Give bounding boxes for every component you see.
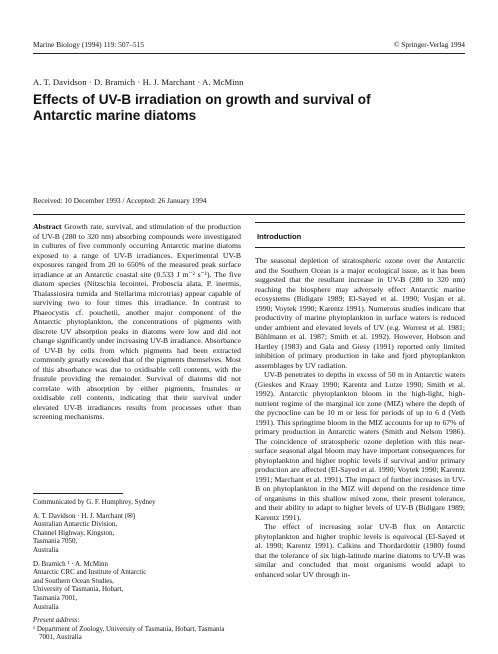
- present-address: [33, 616, 241, 642]
- address-line: Australia: [33, 545, 59, 554]
- address-line: Australia: [33, 602, 59, 611]
- present-address-text: ¹ Department of Zoology, University of Tasmania, Hobart, Tasmania 7001, Australia: [33, 624, 225, 642]
- section-divider: [33, 214, 465, 215]
- author-notes: [33, 493, 241, 642]
- address-line: Australian Antarctic Division,: [33, 520, 118, 529]
- address-line: A. T. Davidson · H. J. Marchant (✉): [33, 511, 136, 520]
- journal-citation: Marine Biology (1994) 119: 507–515: [33, 40, 144, 49]
- paragraph: The seasonal depletion of stratospheric ozone over the Antarctic and the Southern Ocean is a major ecological issue, as it has been suggested that the resultant increase in UV-B (280 to 320 nm) reaching the biosphere may adversely effect Antarctic marine ecosystems (Bidigare 1989; El-Sayed et al. 1990; Vosjan et al. 1990; Voytek 1990; Karentz 1991). Numerous studies indicate that productivity of marine phytoplankton in surface waters is reduced under ambient and elevated levels of UV (e.g. Worrest et al. 1981; Bühlmann et al. 1987; Smith et al. 1992). However, Hobson and Hartley (1983) and Gala and Giesy (1991) reported only limited inhibition of primary production in lake and fjord phytoplankton assemblages by UV radiation.: [255, 256, 465, 370]
- address-block-1: [33, 512, 241, 555]
- address-line: Tasmania 7050,: [33, 537, 78, 546]
- abstract-label: Abstract: [33, 222, 62, 231]
- author-list: A. T. Davidson · D. Bramich · H. J. Marchant · A. McMinn: [33, 77, 244, 87]
- paragraph: UV-B penetrates to depths in excess of 50 m in Antarctic waters (Gieskes and Kraay 1990; Karentz and Lutze 1990; Smith et al. 1992). Antarctic phytoplankton bloom in the high-light, high-nutrient regime of the marginal ice zone (MIZ) where the depth of the pycnocline can be 10 m or less for periods of up to 6 d (Veth 1991). This springtime bloom in the MIZ accounts for up to 67% of primary production in Antarctic waters (Smith and Nelson 1986). The coincidence of stratospheric ozone depletion with this near-surface seasonal algal bloom may have important consequences for phytoplankton and higher trophic levels if survival and/or primary production are affected (El-Sayed et al. 1990; Voytek 1990; Karentz 1991; Marchant et al. 1991). The impact of further increases in UV-B on phytoplankton in the MIZ will depend on the residence time of organisms in this shallow mixed zone, their present tolerance, and their ability to adapt to higher levels of UV-B (Bidigare 1989; Karentz 1991).: [255, 370, 465, 522]
- title-line: Effects of UV-B irradiation on growth and survival of: [33, 92, 371, 107]
- received-accepted-dates: Received: 10 December 1993 / Accepted: 26 January 1994: [33, 196, 207, 205]
- introduction-body: [255, 256, 465, 579]
- address-line: Channel Highway, Kingston,: [33, 528, 115, 537]
- footnote-rule: [33, 493, 123, 494]
- introduction-heading: Introduction: [257, 232, 302, 241]
- present-address-label: Present address:: [33, 616, 80, 625]
- communicated-by: Communicated by G. F. Humphrey, Sydney: [33, 498, 156, 506]
- copyright-notice: © Springer-Verlag 1994: [393, 40, 465, 49]
- abstract-text: Growth rate, survival, and stimulation of the production of UV-B (280 to 320 nm) absorbing compounds were investigated in cultures of five commonly occurring Antarctic marine diatoms exposed to a range of UV-B irradiances. Experimental UV-B exposures ranged from 20 to 650% of the measured peak surface irradiance at an Antarctic coastal site (0.533 J m⁻² s⁻¹). The five diatom species (Nitzschia lecointei, Proboscia alata, P. inermis, Thalassiosira tumida and Stellarima microtrias) appear capable of surviving two to four times this irradiance. In contrast to Phaeocystis cf. pouchetii, another major component of the Antarctic phytoplankton, the concentrations of pigments with discrete UV absorption peaks in diatoms were low and did not change significantly under increasing UV-B irradiance. Absorbance of UV-B by cells from which pigments had been extracted commonly greatly exceeded that of the pigments themselves. Most of this absorbance was due to oxidisable cell contents, with the frustule providing the remainder. Survival of diatoms did not correlate with absorption by either pigments, frustules or oxidisable cell contents, indicating that their survival under elevated UV-B irradiances results from processes other than screening mechanisms.: [33, 222, 241, 421]
- title-line: Antarctic marine diatoms: [33, 107, 197, 123]
- introduction-heading-box: [255, 222, 465, 248]
- address-line: University of Tasmania, Hobart,: [33, 585, 124, 594]
- article-title: [33, 92, 453, 123]
- paragraph: The effect of increasing solar UV-B flux on Antarctic phytoplankton and higher trophic levels is equivocal (El-Sayed et al. 1990; Karentz 1991). Calkins and Thordardottir (1980) found that the tolerance of six high-latitude marine diatoms to UV-B was similar and concluded that most organisms would adapt to enhanced solar UV through in-: [255, 522, 465, 579]
- address-line: Antarctic CRC and Institute of Antarctic: [33, 568, 147, 577]
- address-line: Tasmania 7001,: [33, 593, 78, 602]
- abstract: [33, 222, 241, 422]
- address-line: and Southern Ocean Studies,: [33, 576, 114, 585]
- address-line: D. Bramich ¹ · A. McMinn: [33, 559, 109, 568]
- address-block-2: [33, 560, 241, 612]
- running-header: [33, 40, 465, 54]
